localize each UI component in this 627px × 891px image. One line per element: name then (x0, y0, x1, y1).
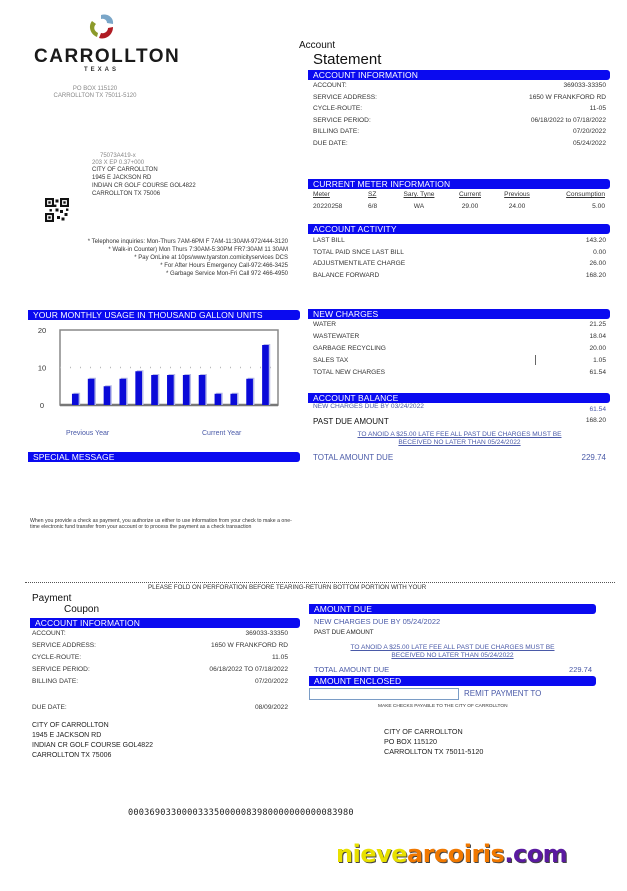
coupon-total-row (314, 665, 592, 674)
balance-past-due-row (313, 417, 606, 426)
city-logo (34, 10, 181, 75)
charge-row-value: 18.04 (589, 333, 606, 340)
coupon-info-row-label: BILLING DATE: (32, 678, 79, 685)
account-info-row (313, 140, 606, 147)
activity-row-label: BALANCE FORWARD (313, 271, 380, 279)
account-balance-heading: ACCOUNT BALANCE (308, 393, 610, 403)
charge-row (313, 333, 606, 340)
coupon-info-row-label: CYCLE-ROUTE: (32, 654, 82, 661)
y-tick-label: 20 (37, 326, 47, 335)
meter-cell: 5.00 (592, 203, 605, 210)
coupon-late-fee-line1[interactable]: TO ANOID A $25.00 LATE FEE ALL PAST DUE CHARGES MUST BE (350, 644, 555, 651)
late-fee-notice-line2[interactable]: BECEIVED NO LATER THAN 05/24/2022 (398, 439, 521, 446)
amount-enclosed-input[interactable] (309, 688, 459, 700)
remit-payment-label: REMIT PAYMENT TO (464, 689, 542, 698)
mail-name: CITY OF CARROLLTON (92, 167, 158, 173)
charge-row-label: TOTAL NEW CHARGES (313, 369, 386, 376)
watermark (336, 840, 567, 868)
coupon-info-row-value: 11.05 (271, 654, 288, 661)
coupon-info-row (32, 642, 288, 649)
coupon-info-row-label: ACCOUNT: (32, 630, 66, 637)
payable-note: MAKE CHECKS PAYABLE TO THE CITY OF CARROLLTON (378, 704, 508, 709)
usage-bar (151, 375, 158, 405)
special-message-text: When you provide a check as payment, you authorize us either to use information from your check to make a one-time electronic fund transfer from your account or to process the payment as a check transaction (30, 518, 292, 531)
watermark-part2: arcoiris (407, 840, 505, 868)
account-info-row-value: 07/20/2022 (572, 128, 606, 135)
usage-bar (72, 394, 79, 405)
mail-city: CARROLLTON TX 75006 (92, 191, 161, 197)
charge-row (313, 357, 606, 364)
account-info-row-value: 1650 W FRANKFORD RD (529, 93, 606, 101)
watermark-part3: .com (504, 840, 568, 868)
usage-bar (262, 345, 269, 405)
account-info-row (313, 117, 606, 124)
coupon-due-date-label: DUE DATE: (32, 704, 67, 711)
meter-cell: 20220258 (313, 203, 343, 210)
charge-row-label: WATER (313, 321, 337, 328)
coupon-info-row-value: 1650 W FRANKFORD RD (211, 642, 288, 649)
contact-line: * For After Hours Emergency Call-972:466-3425 (160, 263, 288, 269)
statement-title-line2: Statement (313, 51, 382, 68)
activity-row-label: ADJUSTMENTILATE CHARGE (313, 260, 406, 267)
balance-new-charges-value: 61.54 (589, 406, 606, 413)
account-info-row-label: ACCOUNT: (313, 82, 347, 89)
contact-line: * Walk-in Counter) Mon Thurs 7:30AM-5:30PM FR7:30AM 11 30AM (108, 247, 288, 253)
usage-bar (215, 394, 222, 405)
charge-row (313, 369, 606, 376)
late-fee-notice-line1[interactable]: TO ANOID A $25.00 LATE FEE ALL PAST DUE CHARGES MUST BE (357, 431, 562, 438)
usage-bar (135, 371, 142, 405)
activity-row (313, 272, 606, 279)
activity-row (313, 260, 606, 267)
charge-row-value: 20.00 (589, 345, 606, 352)
account-info-row (313, 82, 606, 89)
account-info-row-label: SERVICE ADDRESS: (313, 93, 378, 101)
contact-line: * Garbage Service Mon-Fri Call 972 466-4950 (165, 271, 288, 277)
usage-bar (199, 375, 206, 405)
account-activity-heading: ACCOUNT ACTIVITY (308, 224, 610, 234)
coupon-title-line2: Coupon (64, 604, 100, 615)
coupon-info-row-label: SERVICE PERIOD: (32, 666, 90, 673)
charge-row-value: 61.54 (589, 369, 606, 376)
meter-cell: WA (413, 203, 425, 210)
ocr-scanline: 000369033000033350000083980000000000083980 (128, 808, 354, 818)
meter-cell: 24.00 (508, 203, 526, 210)
meter-column-header: Current (459, 191, 481, 198)
logo-wordmark: CARROLLTON (34, 46, 181, 67)
usage-bar (120, 379, 127, 405)
activity-row-value: 143.20 (585, 237, 606, 244)
account-info-row-label: BILLING DATE: (313, 128, 360, 135)
meter-cell: 6/8 (368, 203, 378, 210)
usage-bar (88, 379, 95, 405)
amount-enclosed-heading: AMOUNT ENCLOSED (309, 676, 596, 686)
coupon-info-row (32, 678, 288, 685)
logo-subtext: TEXAS (83, 67, 119, 73)
balance-new-charges-label: NEW CHARGES DUE BY 03/24/2022 (313, 403, 424, 410)
balance-past-due-value: 168.20 (585, 417, 606, 424)
swirl-logo-icon (86, 12, 116, 44)
coupon-address-line: INDIAN CR GOLF COURSE GOL4822 (32, 742, 153, 749)
coupon-total-label: TOTAL AMOUNT DUE (314, 665, 390, 674)
meter-column-header: Consumption (566, 191, 605, 198)
account-info-row-label: DUE DATE: (313, 139, 348, 147)
usage-chart (28, 325, 283, 415)
return-city: CARROLLTON TX 75011-5120 (53, 93, 137, 99)
remit-address-line: PO BOX 115120 (384, 737, 438, 746)
fold-instruction: PLEASE FOLD ON PERFORATION BEFORE TEARING-RETURN BOTTOM PORTION WITH YOUR (148, 584, 427, 591)
coupon-due-date-value: 08/09/2022 (254, 704, 288, 711)
coupon-address-line: 1945 E JACKSON RD (32, 732, 102, 739)
coupon-info-row (32, 666, 288, 673)
remit-address-line: CITY OF CARROLLTON (384, 727, 463, 736)
balance-total-row (313, 453, 606, 462)
account-info-row-value: 05/24/2022 (572, 139, 606, 147)
perforation-line (25, 582, 615, 583)
divider-mark (535, 355, 536, 365)
account-info-row-label: SERVICE PERIOD: (313, 116, 371, 124)
coupon-title-line1: Payment (32, 593, 72, 604)
activity-row-value: 26.00 (589, 260, 606, 267)
activity-row-value: 168.20 (585, 271, 606, 279)
charge-row-value: 21.25 (589, 321, 606, 328)
usage-bar (183, 375, 190, 405)
usage-bar (230, 394, 237, 405)
current-year-label: Current Year (202, 430, 242, 437)
meter-cell: 29.00 (461, 203, 479, 210)
meter-column-header: Previous (504, 191, 530, 198)
charge-row-label: SALES TAX (313, 357, 349, 364)
coupon-info-row (32, 654, 288, 661)
charge-row (313, 321, 606, 328)
new-charges-heading: NEW CHARGES (308, 309, 610, 319)
coupon-info-row (32, 630, 288, 637)
charge-row-label: WASTEWATER (313, 333, 360, 340)
account-info-row-value: 369033-33350 (563, 82, 606, 89)
balance-total-value: 229.74 (581, 453, 606, 462)
coupon-past-due-label: PAST DUE AMOUNT (314, 629, 374, 636)
coupon-late-fee-line2[interactable]: BECEIVED NO LATER THAN 05/24/2022 (391, 652, 514, 659)
coupon-total-value: 229.74 (569, 665, 592, 674)
meter-info-heading: CURRENT METER INFORMATION (308, 179, 610, 189)
meter-column-header: SZ (368, 191, 377, 198)
account-info-row-label: CYCLE-ROUTE: (313, 105, 363, 112)
y-tick-label: 10 (37, 363, 47, 373)
coupon-address-line: CITY OF CARROLLTON (32, 722, 109, 729)
account-info-row-value: 11-05 (589, 105, 606, 112)
statement-title-line1: Account (299, 40, 336, 51)
coupon-info-row-value: 07/20/2022 (254, 678, 288, 685)
activity-row-label: LAST BILL (313, 237, 345, 244)
account-info-row-value: 06/18/2022 to 07/18/2022 (530, 116, 606, 124)
meter-column-header: Sary. Tyne (403, 191, 435, 198)
usage-bar (167, 375, 174, 405)
contact-line: * Pay OnLine at 10ps/www.tyarston.comicityservices DCS (134, 255, 288, 261)
coupon-new-charges-label: NEW CHARGES DUE BY 05/24/2022 (314, 617, 441, 626)
account-info-row (313, 105, 606, 112)
special-message-heading: SPECIAL MESSAGE (28, 452, 300, 462)
usage-heading: YOUR MONTHLY USAGE IN THOUSAND GALLON UNITS (28, 310, 300, 320)
activity-row-label: TOTAL PAID SNCE LAST BILL (313, 248, 404, 256)
mail-code-2: 203 X EP 0.37+000 (92, 160, 145, 166)
balance-total-label: TOTAL AMOUNT DUE (313, 453, 394, 462)
mail-line3: INDIAN CR GOLF COURSE GOL4822 (92, 183, 196, 189)
remit-address-line: CARROLLTON TX 75011-5120 (384, 747, 484, 756)
amount-due-heading: AMOUNT DUE (309, 604, 596, 614)
coupon-info-row-label: SERVICE ADDRESS: (32, 642, 97, 649)
charge-row-label: GARBAGE RECYCLING (313, 345, 386, 352)
balance-new-charges-row (313, 403, 606, 413)
charge-row (313, 345, 606, 352)
account-info-row (313, 94, 606, 101)
coupon-account-info-heading: ACCOUNT INFORMATION (30, 618, 300, 628)
coupon-info-row-value: 06/18/2022 TO 07/18/2022 (209, 666, 288, 673)
meter-column-header: Meter (313, 191, 330, 198)
coupon-address-line: CARROLLTON TX 75006 (32, 752, 112, 759)
qr-code-icon (45, 198, 69, 222)
mail-code-1: 75073A419-x (100, 153, 136, 159)
usage-bar (104, 386, 111, 405)
activity-row (313, 237, 606, 244)
return-po-box: PO BOX 115120 (72, 86, 118, 92)
contact-line: * Telephone inquiries: Mon-Thurs 7AM-6PM F 7AM-11:30AM-972/444-3120 (87, 239, 288, 245)
y-tick-label: 0 (39, 401, 45, 410)
activity-row-value: 0.00 (593, 248, 606, 256)
charge-row-value: 1.05 (593, 357, 606, 364)
account-info-heading: ACCOUNT INFORMATION (308, 70, 610, 80)
watermark-part1: nieve (336, 840, 408, 868)
account-info-row (313, 128, 606, 135)
coupon-info-row-value: 369033-33350 (245, 630, 288, 637)
usage-bar (246, 379, 253, 405)
previous-year-label: Previous Year (66, 430, 110, 437)
coupon-due-date-row (32, 704, 288, 711)
mail-street: 1945 E JACKSON RD (92, 175, 152, 181)
activity-row (313, 249, 606, 256)
balance-past-due-label: PAST DUE AMOUNT (313, 417, 389, 426)
